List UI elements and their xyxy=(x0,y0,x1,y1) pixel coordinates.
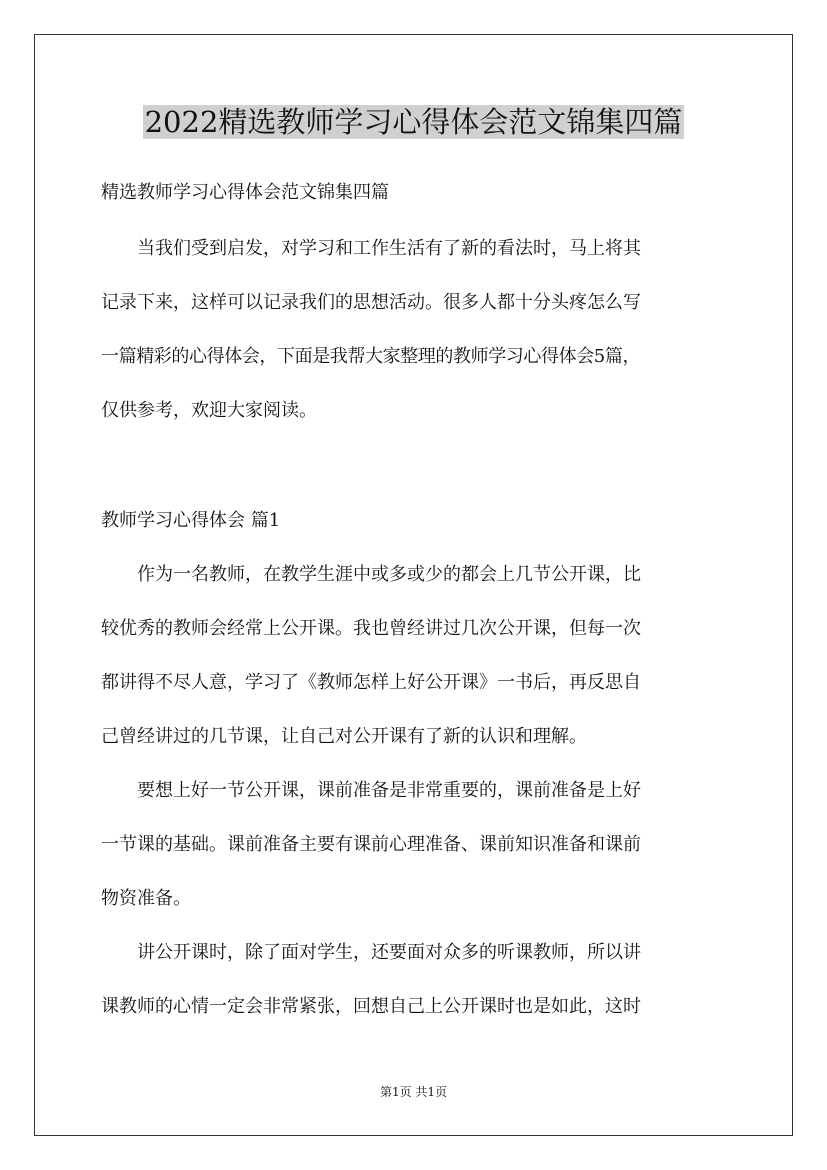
document-title: 2022精选教师学习心得体会范文锦集四篇 xyxy=(144,105,683,139)
intro-line-2: 记录下来，这样可以记录我们的思想活动。很多人都十分头疼怎么写 xyxy=(101,292,641,313)
paragraph-1-line-3: 都讲得不尽人意，学习了《教师怎样上好公开课》一书后，再反思自 xyxy=(101,672,641,693)
paragraph-2-line-2: 一节课的基础。课前准备主要有课前心理准备、课前知识准备和课前 xyxy=(101,834,641,855)
paragraph-3-line-1: 讲公开课时，除了面对学生，还要面对众多的听课教师，所以讲 xyxy=(137,942,641,963)
intro-line-3: 一篇精彩的心得体会，下面是我帮大家整理的教师学习心得体会5篇， xyxy=(101,346,641,367)
page-footer: 第1页 共1页 xyxy=(379,1085,448,1099)
paragraph-3-line-2: 课教师的心情一定会非常紧张，回想自己上公开课时也是如此，这时 xyxy=(101,996,641,1017)
section-heading: 教师学习心得体会 篇1 xyxy=(101,510,281,531)
subtitle: 精选教师学习心得体会范文锦集四篇 xyxy=(101,182,389,203)
paragraph-1-line-2: 较优秀的教师会经常上公开课。我也曾经讲过几次公开课，但每一次 xyxy=(101,618,641,639)
intro-line-1: 当我们受到启发，对学习和工作生活有了新的看法时，马上将其 xyxy=(137,238,641,259)
paragraph-1-line-4: 己曾经讲过的几节课，让自己对公开课有了新的认识和理解。 xyxy=(101,726,587,747)
intro-line-4: 仅供参考，欢迎大家阅读。 xyxy=(101,400,317,421)
paragraph-2-line-1: 要想上好一节公开课，课前准备是非常重要的，课前准备是上好 xyxy=(137,780,641,801)
paragraph-2-line-3: 物资准备。 xyxy=(101,888,191,909)
paragraph-1-line-1: 作为一名教师，在教学生涯中或多或少的都会上几节公开课，比 xyxy=(137,564,641,585)
